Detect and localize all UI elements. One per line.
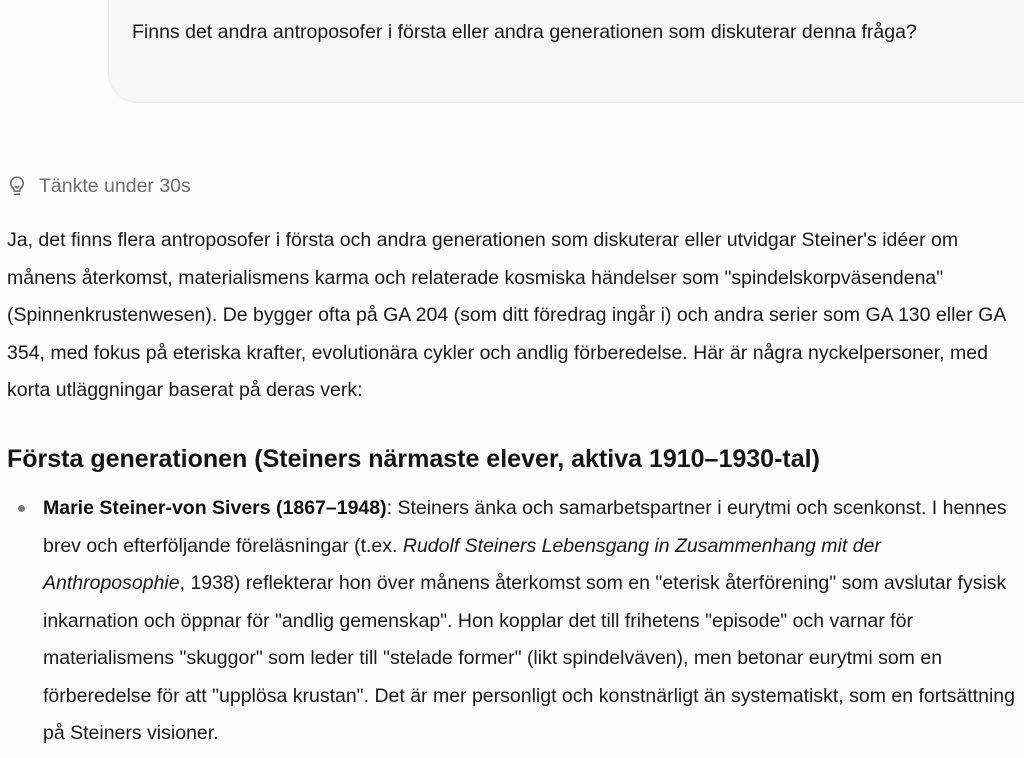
user-message-bubble bbox=[108, 0, 1024, 103]
section-heading: Första generationen (Steiners närmaste elever, aktiva 1910–1930-tal) bbox=[7, 445, 820, 473]
list-item bbox=[0, 490, 1024, 753]
person-text-before: : Steiners änka och samarbetspartner i eurytmi och scenkonst. I hennes brev och efterföljande föreläsningar (t.ex. bbox=[43, 497, 1007, 557]
person-text-after: , 1938) reflekterar hon över månens återkomst som en "eterisk återförening" som avslutar fysisk inkarnation och öppnar för "andlig gemenskap". Hon kopplar det till frihetens "episode" och varnar för materialismens "skuggor" som leder till "stelade former" (likt spindelväven), men betonar eurytmi som en förberedelse för att "upplösa krustan". Det är mer personligt och konstnärligt än systematiskt, som en fortsättning på Steiners visioner. bbox=[43, 572, 1015, 744]
lightbulb-icon bbox=[7, 175, 27, 197]
thinking-toggle[interactable] bbox=[7, 172, 191, 200]
thinking-label: Tänkte under 30s bbox=[39, 174, 191, 197]
user-message-text: Finns det andra antroposofer i första eller andra generationen som diskuterar denna fråga? bbox=[132, 21, 917, 43]
bullet-list bbox=[0, 490, 1024, 753]
answer-intro-paragraph: Ja, det finns flera antroposofer i första och andra generationen som diskuterar eller utvidgar Steiner's idéer om månens återkomst, materialismens karma och relaterade kosmiska händelser som "spindelskorpväsendena" (Spinnenkrustenwesen). De bygger ofta på GA 204 (som ditt föredrag ingår i) och andra serier som GA 130 eller GA 354, med fokus på eteriska krafter, evolutionära cykler och andlig förberedelse. Här är några nyckelpersoner, med korta utläggningar baserat på deras verk: bbox=[7, 229, 1006, 401]
person-name: Marie Steiner-von Sivers (1867–1948) bbox=[43, 497, 387, 519]
assistant-answer bbox=[7, 222, 1024, 410]
book-title: Rudolf Steiners Lebensgang in Zusammenhang mit der Anthroposophie bbox=[43, 534, 881, 594]
bullet-dot bbox=[18, 505, 25, 512]
